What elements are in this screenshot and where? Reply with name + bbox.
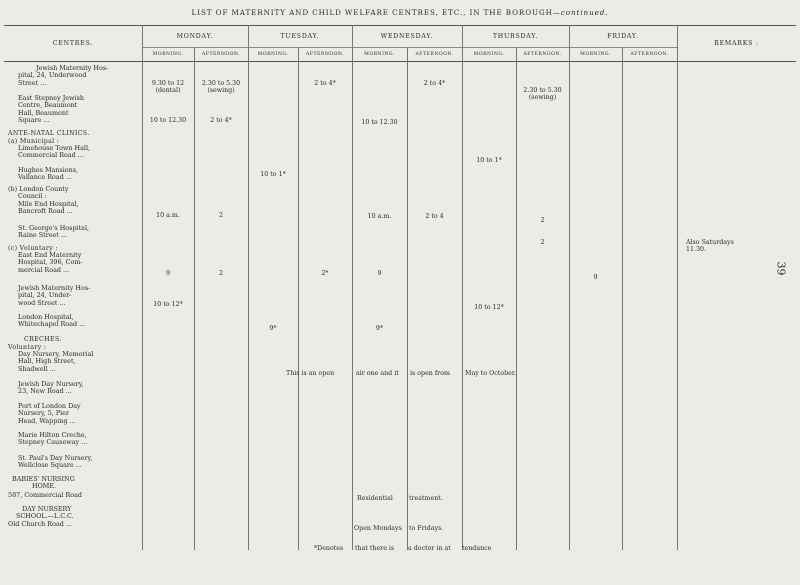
cell-thu-morning: 10 to 12*	[474, 304, 504, 311]
subheader-morning: MORNING.	[257, 52, 289, 57]
open-note-2: to Fridays.	[409, 525, 444, 532]
day-nursery-school-address: Old Church Road ...	[8, 520, 72, 528]
cell-mon-morning: 10 to 12.30	[149, 117, 187, 124]
creche-marie-hilton: Marie Hilton Creche, Stepney Causeway ...	[18, 431, 88, 447]
cell-tue-afternoon: 2 to 4*	[314, 80, 336, 87]
centre-hughes-mansions: Hughes Mansions, Vallance Road ...	[18, 166, 79, 182]
cell-tue-morning: 10 to 1*	[260, 171, 286, 178]
col-rule	[622, 47, 623, 550]
col-rule	[407, 47, 408, 550]
babies-home-address: 587, Commercial Road	[8, 491, 83, 499]
centre-mile-end: Mile End Hospital, Bancroft Road ...	[18, 200, 79, 216]
cell-mon-morning: 9.30 to 12 (dental)	[151, 80, 185, 95]
section-voluntary: (c) Voluntary :	[8, 245, 58, 252]
day-header-friday: FRIDAY.	[607, 33, 639, 40]
centres-header: CENTRES.	[52, 40, 94, 47]
creche-shadwell: Day Nursery, Memorial Hall, High Street, Shadwell ...	[18, 350, 94, 373]
cell-wed-morning: 9	[377, 270, 382, 277]
cell-tue-afternoon: 2*	[321, 270, 329, 277]
creche-jewish-day-nursery: Jewish Day Nursery, 23, New Road ...	[18, 380, 84, 396]
section-creches: CRECHES.	[24, 336, 62, 343]
open-note-1: Open Mondays	[354, 525, 402, 532]
remarks-header: REMARKS :	[714, 40, 759, 47]
section-antenatal: ANTE-NATAL CLINICS.	[8, 130, 90, 137]
cell-thu-morning: 10 to 1*	[476, 157, 502, 164]
day-header-monday: MONDAY.	[176, 33, 214, 40]
centre-east-end-maternity: East End Maternity Hospital, 396, Com- mercial Road ...	[18, 251, 83, 274]
col-rule	[569, 25, 570, 550]
col-rule	[142, 25, 143, 550]
day-header-thursday: THURSDAY.	[492, 33, 539, 40]
creche-note-2: air one and it	[356, 370, 399, 377]
section-voluntary-2: Voluntary :	[8, 344, 47, 351]
day-header-wednesday: WEDNESDAY.	[380, 33, 434, 40]
col-rule	[462, 25, 463, 550]
cell-thu-afternoon: 2.30 to 5.30 (sewing)	[523, 87, 562, 102]
remark-saturdays: Also Saturdays 11.30.	[686, 239, 734, 254]
cell-wed-morning: 9*	[375, 325, 384, 332]
subheader-morning: MORNING.	[364, 52, 395, 57]
page-title: LIST OF MATERNITY AND CHILD WELFARE CENTRES, ETC., IN THE BOROUGH—continued.	[191, 8, 609, 17]
centre-st-georges: St. George's Hospital, Raine Street ...	[18, 224, 90, 240]
page-number: 39	[774, 261, 788, 276]
section-lcc: (b) London County Council :	[8, 185, 69, 201]
cell-mon-afternoon: 2.30 to 5.30 (sewing)	[201, 80, 241, 95]
subheader-afternoon: AFTERNOON.	[305, 52, 345, 57]
cell-mon-morning: 9	[165, 270, 170, 277]
section-babies-home: BABIES' NURSING HOME.	[12, 475, 75, 491]
cell-mon-morning: 10 a.m.	[156, 212, 180, 219]
creche-port-of-london: Port of London Day Nursery, 5, Pier Head, Wapping ...	[18, 402, 81, 425]
centre-jewish-maternity-2: Jewish Maternity Hos- pital, 24, Under- wood Street ...	[18, 284, 91, 307]
cell-wed-afternoon: 2 to 4	[425, 213, 444, 220]
cell-tue-morning: 9*	[269, 325, 277, 332]
footnote-4: tendance	[462, 545, 492, 552]
col-rule	[298, 47, 299, 550]
subheader-afternoon: AFTERNOON.	[415, 52, 454, 57]
cell-wed-morning: 10 a.m.	[367, 213, 392, 220]
section-day-nursery-school: DAY NURSERY SCHOOL.—L.C.C.	[16, 505, 74, 521]
subheader-afternoon: AFTERNOON.	[523, 52, 562, 57]
creche-st-pauls: St. Paul's Day Nursery, Wellclose Square ...	[18, 454, 93, 470]
cell-fri-morning: 9	[593, 274, 598, 281]
subheader-morning: MORNING.	[580, 52, 611, 57]
footnote-3: a doctor in at	[408, 545, 451, 552]
cell-mon-afternoon: 2 to 4*	[210, 117, 232, 124]
subheader-afternoon: AFTERNOON.	[630, 52, 669, 57]
creche-note-3: is open from	[410, 370, 450, 377]
residential-note-1: Residential	[357, 495, 393, 502]
subheader-morning: MORNING.	[473, 52, 505, 57]
cell-mon-afternoon: 2	[218, 270, 223, 277]
footnote-1: *Denotes	[314, 545, 344, 552]
col-rule	[677, 25, 678, 550]
section-municipal: (a) Municipal :	[8, 138, 60, 145]
creche-note-1: This is an open	[286, 370, 335, 377]
cell-thu-afternoon: 2	[540, 239, 545, 246]
subheader-morning: MORNING.	[152, 52, 184, 57]
creche-note-4: May to October.	[465, 370, 517, 377]
cell-wed-morning: 10 to 12.30	[361, 119, 398, 126]
day-divider-rule	[142, 47, 677, 48]
centre-limehouse: Limehouse Town Hall, Commercial Road ...	[18, 144, 91, 160]
cell-wed-afternoon: 2 to 4*	[423, 80, 446, 87]
col-rule	[516, 47, 517, 550]
cell-mon-afternoon: 2	[218, 212, 223, 219]
centre-east-stepney: East Stepney Jewish Centre, Beaumont Hall, Beaumont Square ...	[18, 94, 84, 124]
footnote-2: that there is	[355, 545, 395, 552]
col-rule	[248, 25, 249, 550]
residential-note-2: treatment.	[409, 495, 443, 502]
day-header-tuesday: TUESDAY.	[280, 33, 320, 40]
cell-thu-afternoon: 2	[540, 217, 545, 224]
col-rule	[352, 25, 353, 550]
subheader-afternoon: AFTERNOON.	[201, 52, 241, 57]
cell-mon-morning: 10 to 12*	[153, 301, 183, 308]
centre-london-hospital: London Hospital, Whitechapel Road ...	[18, 313, 86, 329]
centre-jewish-maternity: Jewish Maternity Hos- pital, 24, Underwood Street ...	[18, 64, 109, 87]
